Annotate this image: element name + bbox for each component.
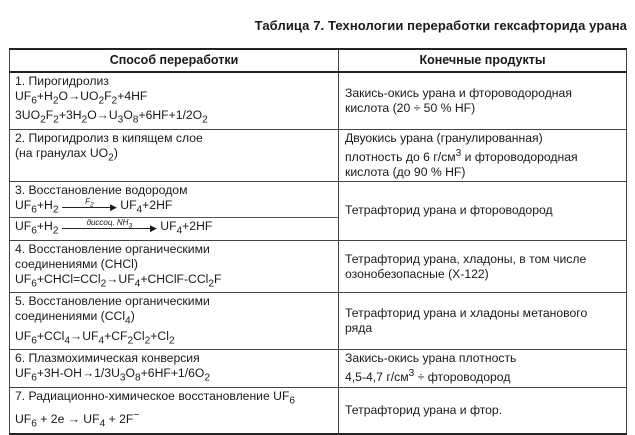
reaction-equation: $UF_6 + 2e \to UF_4 + 2F^-$ [15, 410, 140, 430]
table-caption: Таблица 7. Технологии переработки гексафторида урана [254, 18, 627, 33]
method-cell [10, 129, 339, 181]
reaction-arrow: диссоц. $NH_3$ ▶ [62, 222, 157, 232]
products-text: плотность до 6 $г/см^3$ и фтороводородная [345, 147, 578, 164]
products-cell [339, 129, 627, 181]
products-cell [339, 240, 627, 292]
table-header-row [10, 49, 627, 72]
products-cell [339, 181, 627, 240]
products-text: Закись-окись урана и фтороводородная [345, 85, 572, 100]
products-cell [339, 387, 627, 433]
table-row [10, 350, 627, 387]
products-text: ряда [345, 321, 373, 336]
reaction-arrow: $F_2$ ▶ [62, 201, 117, 211]
method-cell [10, 240, 339, 292]
products-text: Закись-окись урана плотность [345, 351, 517, 366]
reaction-equation: $UF_6+3H-OH\to 1/3U_3O_8+6HF+1/6O_2$ [15, 366, 211, 384]
products-text: Тетрафторид урана и хладоны метанового [345, 306, 588, 321]
method-cell [10, 72, 339, 129]
processing-table [9, 48, 627, 435]
method-cell [10, 387, 339, 433]
products-text: Двуокись урана (гранулированная) [345, 130, 543, 145]
method-title: 7. Радиационно-химическое восстановление $UF_6$ [15, 388, 296, 406]
products-text: 4,5-4,7 $г/см^3$ ÷ фтороводород [345, 368, 511, 385]
table-row [10, 181, 627, 240]
products-text: озонобезопасные (Х-122) [345, 266, 489, 281]
method-cell [10, 293, 339, 350]
method-title: 5. Восстановление органическими [15, 294, 210, 309]
header-method: Способ переработки [10, 49, 339, 72]
products-text: Тетрафторид урана и фтор. [345, 402, 503, 417]
reaction-equation: $3UO_2F_2+3H_2O\to U_3O_8+6HF+1/2O_2$ [15, 108, 208, 126]
method-title: 3. Восстановление водородом [15, 182, 188, 197]
products-cell [339, 350, 627, 387]
table-row [10, 72, 627, 129]
products-text: кислота (до 90 % HF) [345, 164, 466, 179]
reaction-equation: $UF_6+H_2O\to UO_2F_2+4HF$ [15, 89, 148, 107]
table-row [10, 293, 627, 350]
reaction-equation: $UF_6+H_2$ диссоц. $NH_3$ ▶ $UF_4+2HF$ [10, 217, 338, 238]
header-products: Конечные продукты [339, 49, 627, 72]
reaction-equation: $UF_6+CCl_4\to UF_4+CF_2Cl_2+Cl_2$ [15, 328, 175, 347]
method-title: 1. Пирогидролиз [15, 74, 109, 88]
products-text: кислота (20 ÷ 50 % HF) [345, 100, 476, 115]
products-text: Тетрафторид урана и фтороводород [345, 203, 553, 218]
method-note: (на гранулах $UO_2$) [15, 145, 118, 164]
products-cell [339, 72, 627, 129]
method-title: 6. Плазмохимическая конверсия [15, 351, 200, 366]
method-cell [10, 181, 339, 240]
products-cell [339, 293, 627, 350]
method-note: соединениями (CCl$_4$) [15, 309, 135, 327]
table-row [10, 387, 627, 433]
method-cell [10, 350, 339, 387]
reaction-equation: $UF_6+H_2$ $F_2$ ▶ $UF_4+2HF$ [15, 196, 173, 216]
method-title: соединениями (CHCl) [15, 256, 138, 271]
table-row [10, 129, 627, 181]
method-title: 4. Восстановление органическими [15, 241, 210, 256]
method-title: 2. Пирогидролиз в кипящем слое [15, 130, 203, 145]
reaction-equation: $UF_6+CHCl=CCl_2\to UF_4+CHClF-CCl_2F$ [15, 271, 222, 290]
products-text: Тетрафторид урана, хладоны, в том числе [345, 251, 587, 266]
table-row [10, 240, 627, 292]
